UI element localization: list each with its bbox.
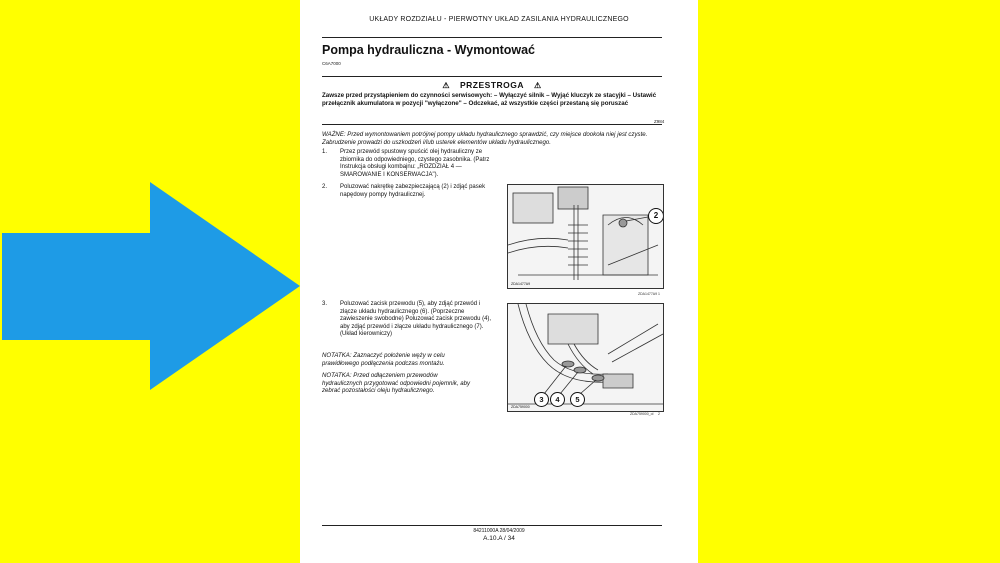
arrow-right-icon xyxy=(0,180,302,392)
intro-note: WAŻNE: Przed wymontowaniem potrójnej pompy układu hydraulicznego sprawdzić, czy miejsce dookoła niej jest czyste. Zabrudzenie prowadzi do uszkodzeń i/lub usterek elementów układu hydraulicznego. xyxy=(322,131,648,146)
pump-drawing xyxy=(508,185,663,288)
running-header: UKŁADY ROZDZIAŁU - PIERWOTNY UKŁAD ZASILANIA HYDRAULICZNEGO xyxy=(369,16,629,23)
caution-code: Z984 xyxy=(654,119,665,124)
caution-heading-row xyxy=(322,80,662,90)
figure-1-illustration xyxy=(507,184,664,289)
figure-caption-number: 2 xyxy=(658,412,660,416)
note-2: NOTATKA: Przed odłączeniem przewodów hydraulicznych przygotować odpowiedni pojemnik, aby zebrać pozostałości oleju hydraulicznego. xyxy=(322,372,471,394)
footer-page-number: A.10.A / 34 xyxy=(483,535,515,542)
step-text: Poluzować nakrętkę zabezpieczającą (2) i zdjąć pasek napędowy pompy hydraulicznej. xyxy=(340,184,486,198)
document-page xyxy=(300,0,698,563)
callout-3: 3 xyxy=(534,392,549,407)
figure-id-label: ZDA1477A9 xyxy=(511,282,531,286)
footer-rule xyxy=(322,525,662,526)
header-rule xyxy=(322,37,662,38)
caution-rule-top xyxy=(322,76,662,77)
warning-triangle-icon: ⚠ xyxy=(442,81,450,90)
title-code: C6A7000 xyxy=(322,61,341,66)
step-1 xyxy=(322,149,502,181)
step-text: Przez przewód spustowy spuścić olej hydrauliczny ze zbiornika do odpowiedniego, czystego zasobnika. (Patrz Instrukcja obsługi kombajnu: „ROZDZIAŁ 4 — SMAROWANIE I KONSERWACJA"). xyxy=(340,149,490,178)
note-1: NOTATKA: Zaznaczyć położenie węży w celu prawidłowego podłączenia podczas montażu. xyxy=(322,352,445,367)
page-title: Pompa hydrauliczna - Wymontować xyxy=(322,43,536,57)
step-number: 1. xyxy=(322,149,328,155)
figure-caption-number: 1 xyxy=(658,292,660,296)
step-2 xyxy=(322,184,502,202)
step-text: Poluzować zacisk przewodu (5), aby zdjąć przewód i złącze układu hydraulicznego (6). (Poprzeczne zawieszenie swobodne) Poluzować zacisk przewodu (4), aby zdjąć przewód i złącze układu hydraulicznego (7). (Układ kierowniczy) xyxy=(340,301,492,337)
callout-4: 4 xyxy=(550,392,565,407)
footer-document-code: 84211000A 28/04/2009 xyxy=(473,528,525,534)
callout-2: 2 xyxy=(648,208,664,224)
warning-triangle-icon: ⚠ xyxy=(534,81,542,90)
caution-heading: PRZESTROGA xyxy=(459,80,525,90)
step-number: 3. xyxy=(322,301,328,307)
figure-2-illustration xyxy=(507,303,664,412)
hose-drawing xyxy=(508,304,663,411)
figure-caption-code: ZDA759000_ol xyxy=(630,412,654,416)
arrow-shape xyxy=(2,182,300,390)
caution-text: Zawsze przed przystąpieniem do czynności serwisowych: – Wyłączyć silnik – Wyjąć kluczyk ze stacyjki – Ustawić przełącznik akumulatora w pozycji "wyłączone" – Odczekać, aż wszystkie części przestaną się poruszać xyxy=(322,92,657,107)
callout-5: 5 xyxy=(570,392,585,407)
caution-rule-bottom xyxy=(322,124,662,125)
caution-box xyxy=(322,80,662,107)
step-number: 2. xyxy=(322,184,328,190)
figure-caption-code: ZDA1477A9 xyxy=(638,292,658,296)
figure-id-label: ZDA759000 xyxy=(511,405,530,409)
step-3 xyxy=(322,301,502,349)
